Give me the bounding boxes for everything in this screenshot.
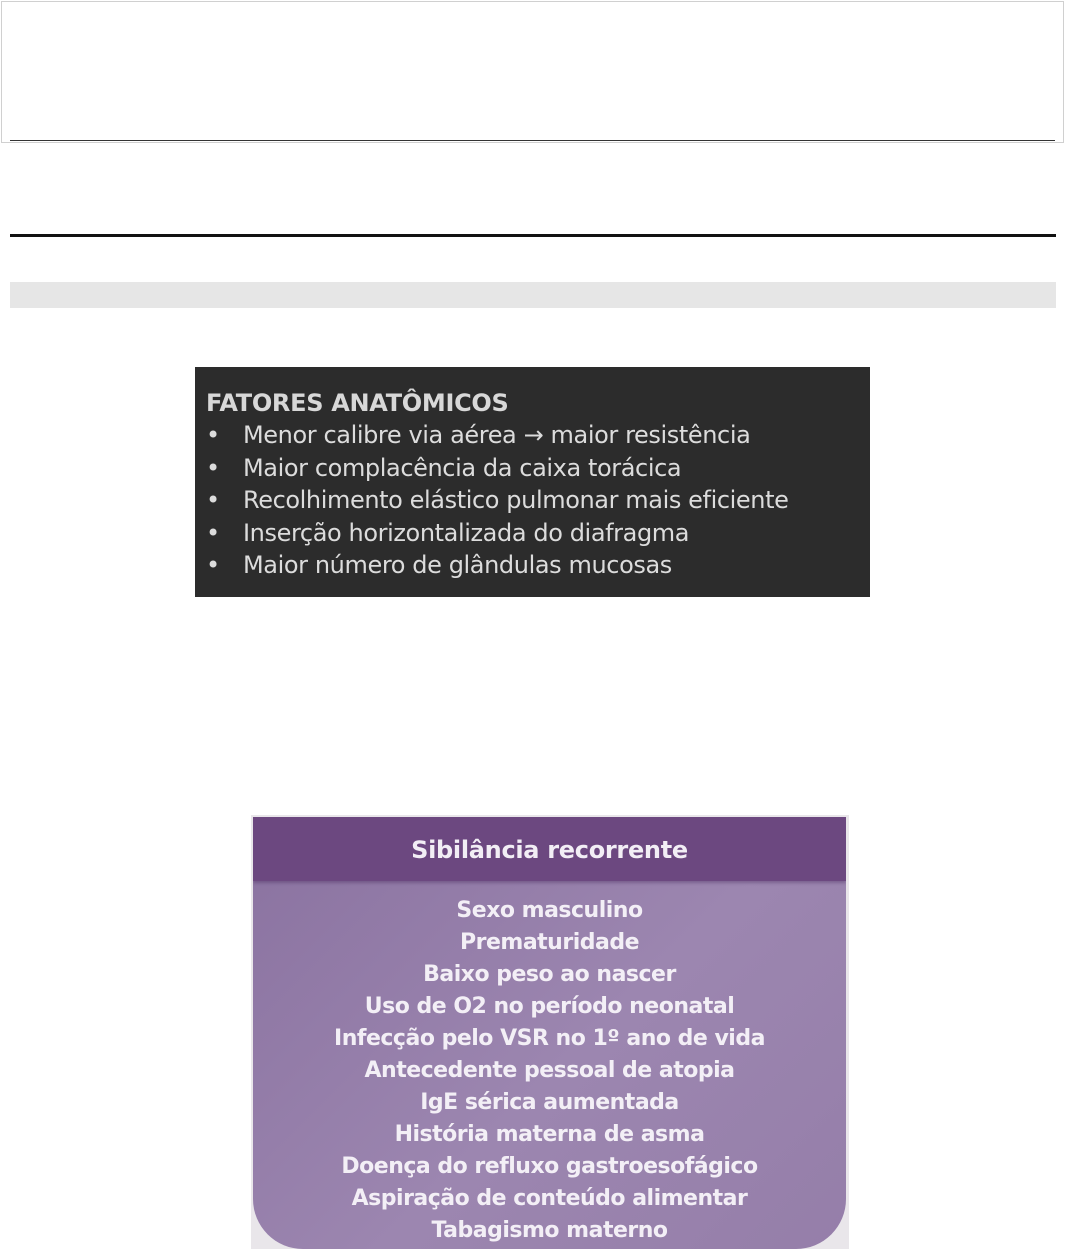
list-item-text: Maior número de glândulas mucosas <box>243 551 672 579</box>
list-item-text: Maior complacência da caixa torácica <box>243 453 682 482</box>
bullet-icon: • <box>206 486 220 514</box>
list-item-text: Recolhimento elástico pulmonar mais eficiente <box>243 486 789 514</box>
anatomic-factors-title: FATORES ANATÔMICOS <box>206 389 509 417</box>
bullet-icon: • <box>206 421 220 449</box>
list-item <box>206 452 870 485</box>
list-item <box>206 484 870 517</box>
list-item: Aspiração de conteúdo alimentar <box>351 1186 748 1211</box>
list-item: Tabagismo materno <box>431 1218 668 1243</box>
wheezing-card-title: Sibilância recorrente <box>253 817 846 881</box>
list-item: História materna de asma <box>394 1122 705 1147</box>
list-item-text: Menor calibre via aérea → maior resistência <box>243 421 751 449</box>
wheezing-risk-list <box>253 881 846 1247</box>
list-item: Sexo masculino <box>456 898 643 923</box>
list-item: Infecção pelo VSR no 1º ano de vida <box>334 1026 765 1051</box>
anatomic-factors-panel <box>195 367 870 597</box>
list-item <box>206 549 870 582</box>
list-item <box>206 517 870 550</box>
list-item: Antecedente pessoal de atopia <box>364 1058 735 1083</box>
wheezing-card <box>253 817 846 1249</box>
list-item: Baixo peso ao nascer <box>423 962 676 987</box>
section-band <box>10 282 1056 308</box>
anatomic-factors-list <box>206 419 870 582</box>
list-item: Uso de O2 no período neonatal <box>364 994 735 1019</box>
list-item: Prematuridade <box>460 930 639 955</box>
header-rule <box>10 140 1055 141</box>
bullet-icon: • <box>206 551 220 579</box>
bullet-icon: • <box>206 518 220 547</box>
list-item: Doença do refluxo gastroesofágico <box>341 1154 758 1179</box>
list-item: IgE sérica aumentada <box>420 1090 679 1115</box>
section-divider <box>10 234 1056 237</box>
header-box <box>1 1 1064 143</box>
bullet-icon: • <box>206 453 220 482</box>
list-item <box>206 419 870 452</box>
list-item-text: Inserção horizontalizada do diafragma <box>243 518 690 547</box>
wheezing-card-frame <box>251 815 849 1249</box>
